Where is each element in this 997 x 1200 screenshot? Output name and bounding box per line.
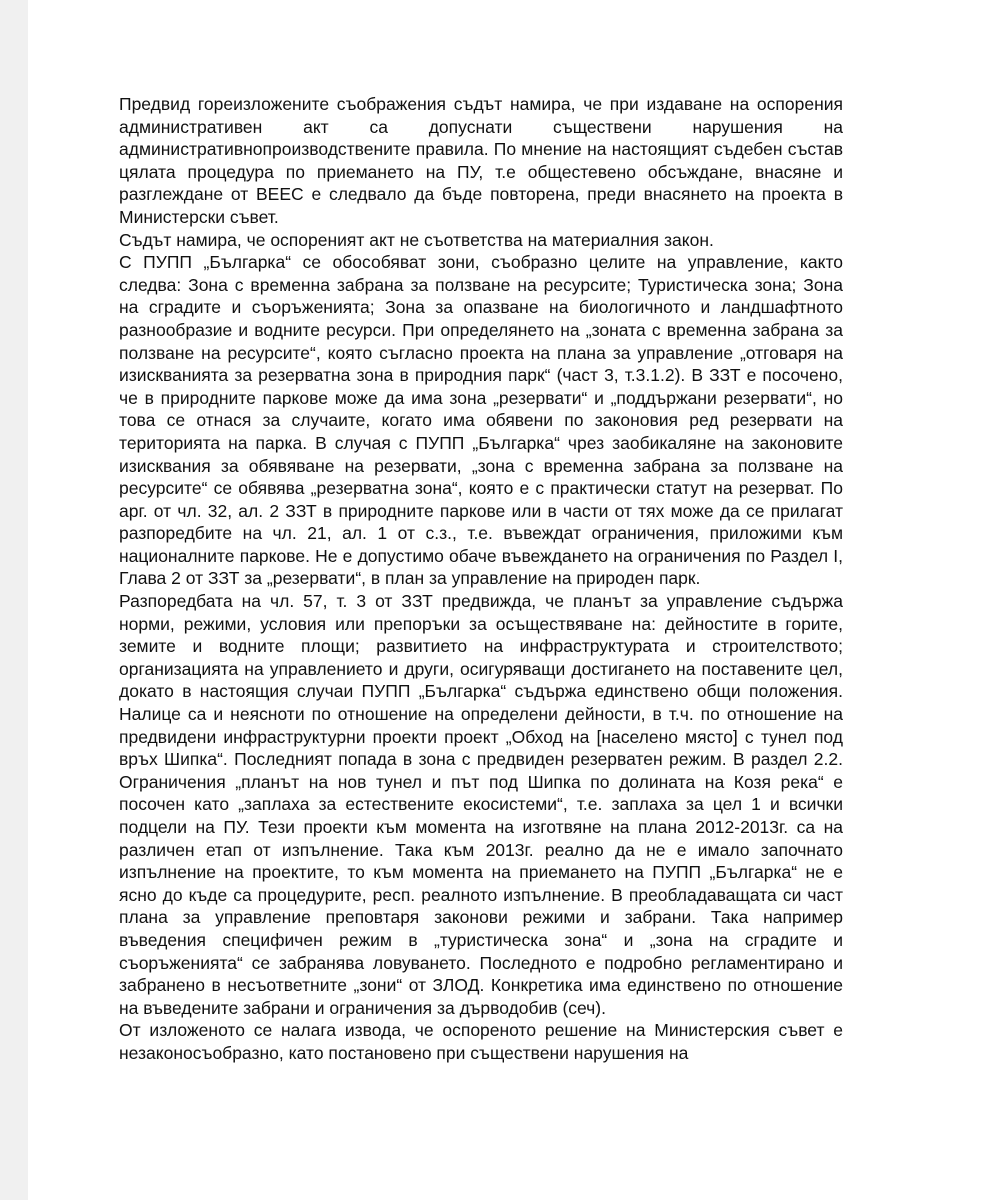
document-body xyxy=(119,93,843,1065)
paragraph-procedural-violations: Предвид гореизложените съображения съдът намира, че при издаване на оспорения административен акт са допуснати съществени нарушения на административнопроизводствените правила. По мнение на настоящият съдебен състав цялата процедура по приемането на ПУ, т.е общестевено обсъждане, внасяне и разглеждане от ВЕЕС е следвало да бъде повторена, преди внасянето на проекта в Министерски съвет. xyxy=(119,94,843,227)
paragraph-conclusion: От изложеното се налага извода, че оспореното решение на Министерския съвет е незаконосъобразно, като постановено при съществени нарушения на xyxy=(119,1020,843,1063)
paragraph-zones: С ПУПП „Българка“ се обособяват зони, съобразно целите на управление, както следва: Зона с временна забрана за ползване на ресурсите; Туристическа зона; Зона на сградите и съоръженията; Зона за опазване на биологичното и ландшафтното разнообразие и водните ресурси. При определянето на „зоната с временна забрана за ползване на ресурсите“, която съгласно проекта на плана за управление „отговаря на изискванията за резерватна зона в природния парк“ (част 3, т.3.1.2). В ЗЗТ е посочено, че в природните паркове може да има зона „резервати“ и „поддържани резервати“, но това се отнася за случаите, когато има обявени по законовия ред резервати на територията на парка. В случая с ПУПП „Българка“ чрез заобикаляне на законовите изисквания за обявяване на резервати, „зона с временна забрана за ползване на ресурсите“ се обявява „резерватна зона“, която е с практически статут на резерват. По арг. от чл. 32, ал. 2 ЗЗТ в природните паркове или в части от тях може да се прилагат разпоредбите на чл. 21, ал. 1 от с.з., т.е. въвеждат ограничения, приложими към националните паркове. Не е допустимо обаче въвеждането на ограничения по Раздел I, Глава 2 от ЗЗТ за „резервати“, в план за управление на природен парк. xyxy=(119,252,843,589)
paragraph-management-plan-content: Разпоредбата на чл. 57, т. 3 от ЗЗТ предвижда, че планът за управление съдържа норми, режими, условия или препоръки за осъществяване на: дейностите в горите, земите и водните площи; развитието на инфраструктурата и строителството; организацията на управлението и други, осигуряващи достигането на поставените цел, докато в настоящия случаи ПУПП „Българка“ съдържа единствено общи положения. Налице са и неясноти по отношение на определени дейности, в т.ч. по отношение на предвидени инфраструктурни проекти проект „Обход на [населено място] с тунел под връх Шипка“. Последният попада в зона с предвиден резерватен режим. В раздел 2.2. Ограничения „планът на нов тунел и път под Шипка по долината на Козя река“ е посочен като „заплаха за естествените екосистеми“, т.е. заплаха за цел 1 и всички подцели на ПУ. Тези проекти към момента на изготвяне на плана 2012-2013г. са на различен етап от изпълнение. Така към 2013г. реално да не е имало започнато изпълнение на проектите, то към момента на приемането на ПУПП „Българка“ не е ясно до къде са процедурите, респ. реалното изпълнение. В преобладаващата си част плана за управление преповтаря законови режими и забрани. Така например въведения специфичен режим в „туристическа зона“ и „зона на сградите и съоръженията“ се забранява ловуването. Последното е подробно регламентирано и забранено в несъответните „зони“ от ЗЛОД. Конкретика има единствено по отношение на въведените забрани и ограничения за дърводобив (сеч). xyxy=(119,591,843,1018)
paragraph-material-law: Съдът намира, че оспореният акт не съответства на материалния закон. xyxy=(119,229,714,250)
document-page xyxy=(28,0,997,1200)
